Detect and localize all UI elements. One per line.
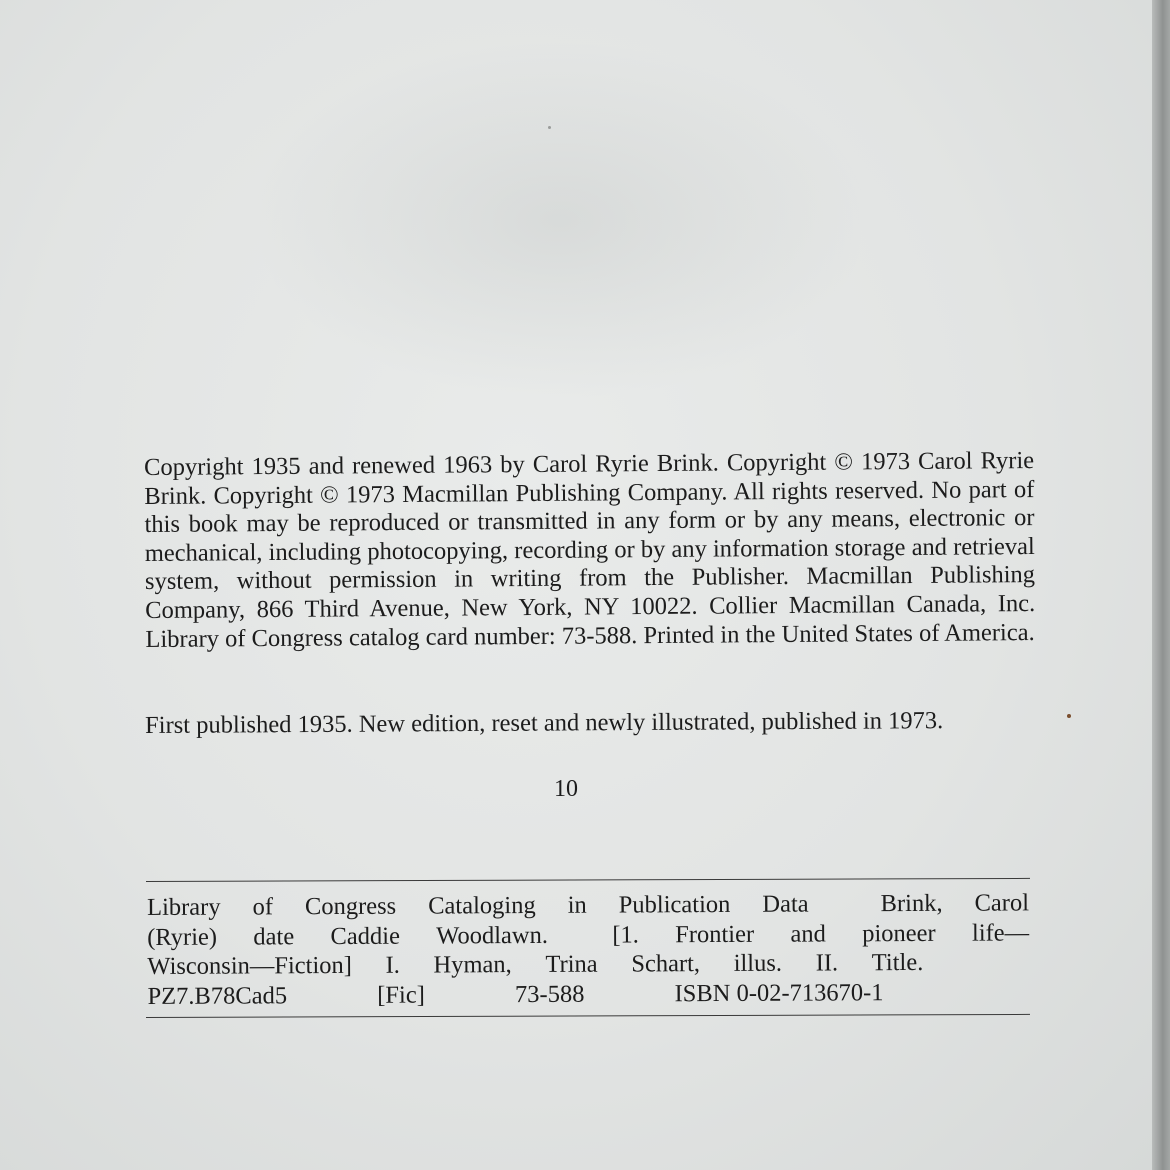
cip-word: Frontier [675, 920, 755, 948]
cip-bottom-rule [146, 1014, 1030, 1018]
cip-word: Carol [974, 889, 1030, 917]
paper-speck [548, 126, 551, 129]
cip-line-4 [147, 978, 883, 1011]
cip-word: [1. [612, 920, 639, 949]
cip-data-block [147, 888, 1030, 1011]
cip-word: Title. [871, 948, 924, 977]
cip-word: Brink, [880, 889, 943, 918]
cip-word: Data [762, 890, 809, 918]
show-through-shadow [250, 40, 870, 400]
cip-word: Schart, [631, 950, 701, 978]
cip-line-3 [147, 948, 923, 982]
cip-word: of [252, 893, 274, 921]
cip-word: in [567, 891, 587, 919]
printing-number: 10 [554, 776, 578, 802]
cip-word: Trina [545, 950, 598, 978]
copyright-notice: Copyright 1935 and renewed 1963 by Carol Ryrie Brink. Copyright © 1973 Carol Ryrie Brink. Copyright © 1973 Macmillan Publishing Company. All rights reserved. No part of this book may be reproduced or transmitted in any form or by any means, electronic or mechanical, including photocopying, recording or by any information storage and retrieval system, without permission in writing from the Publisher. Macmillan Publishing Company, 866 Third Avenue, New York, NY 10022. Collier Macmillan Canada, Inc. Library of Congress catalog card number: 73-588. Printed in the United States of America. [144, 447, 1036, 653]
cip-word: and [790, 919, 826, 948]
cip-word: date [253, 922, 295, 950]
cip-word: Congress [304, 892, 397, 921]
cip-word: life— [971, 918, 1030, 947]
cip-line-2 [147, 918, 1029, 952]
cip-word: Library [147, 893, 221, 921]
isbn: ISBN 0-02-713670-1 [674, 978, 884, 1007]
cip-line-1 [147, 888, 1029, 922]
dewey-class: [Fic] [377, 981, 425, 1009]
cip-word: Hyman, [433, 951, 512, 979]
lc-class-number: PZ7.B78Cad5 [147, 981, 288, 1010]
cip-word: pioneer [862, 919, 936, 947]
first-published-note: First published 1935. New edition, reset and newly illustrated, published in 1973. [145, 707, 944, 739]
cip-word: illus. [733, 949, 783, 977]
lccn: 73-588 [514, 980, 585, 1008]
cip-top-rule [146, 878, 1030, 882]
cip-word: Publication [618, 890, 731, 919]
paper-speck [1067, 714, 1071, 718]
cip-word: Wisconsin—Fiction] [147, 951, 352, 980]
cip-word: (Ryrie) [147, 923, 218, 951]
page-edge [1152, 0, 1170, 1170]
cip-word: II. [815, 949, 839, 977]
cip-word: Cataloging [428, 891, 536, 920]
cip-word: Woodlawn. [436, 921, 548, 949]
cip-word: Caddie [330, 922, 400, 950]
cip-word: I. [385, 951, 400, 979]
